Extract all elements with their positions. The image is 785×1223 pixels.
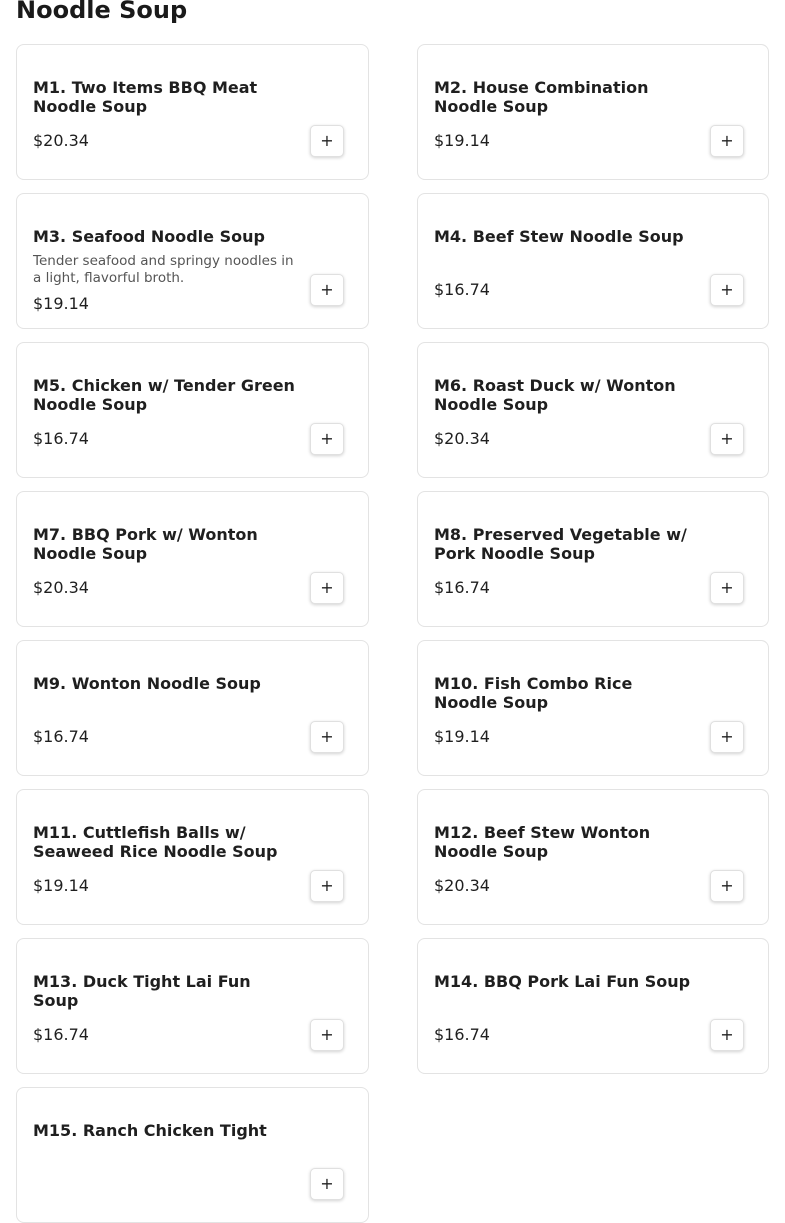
menu-item-price: $16.74 [33, 1025, 89, 1044]
add-to-cart-button[interactable] [310, 572, 344, 604]
add-to-cart-button[interactable] [710, 423, 744, 455]
add-to-cart-button[interactable] [710, 721, 744, 753]
section-title: Noodle Soup [16, 0, 188, 24]
menu-item-card[interactable] [16, 491, 369, 627]
plus-icon: + [720, 429, 734, 448]
plus-icon: + [720, 876, 734, 895]
menu-item-price: $16.74 [434, 280, 490, 299]
menu-item-price: $20.34 [434, 876, 490, 895]
add-to-cart-button[interactable] [710, 870, 744, 902]
plus-icon: + [320, 280, 334, 299]
menu-item-name: M7. BBQ Pork w/ Wonton Noodle Soup [33, 525, 258, 563]
add-to-cart-button[interactable] [710, 1019, 744, 1051]
plus-icon: + [320, 578, 334, 597]
plus-icon: + [720, 1025, 734, 1044]
add-to-cart-button[interactable] [310, 274, 344, 306]
menu-item-name: M11. Cuttlefish Balls w/ Seaweed Rice Noodle Soup [33, 823, 278, 861]
add-to-cart-button[interactable] [710, 572, 744, 604]
plus-icon: + [320, 727, 334, 746]
menu-item-card[interactable] [417, 44, 769, 180]
menu-item-name: M10. Fish Combo Rice Noodle Soup [434, 674, 633, 712]
menu-item-name: M14. BBQ Pork Lai Fun Soup [434, 972, 691, 991]
menu-item-card[interactable] [417, 938, 769, 1074]
menu-item-name: M15. Ranch Chicken Tight [33, 1121, 267, 1140]
add-to-cart-button[interactable] [310, 1168, 344, 1200]
menu-item-price: $20.34 [434, 429, 490, 448]
menu-item-name: M8. Preserved Vegetable w/ Pork Noodle Soup [434, 525, 687, 563]
plus-icon: + [320, 131, 334, 150]
menu-item-card[interactable] [16, 193, 369, 329]
add-to-cart-button[interactable] [310, 423, 344, 455]
menu-item-price: $16.74 [434, 1025, 490, 1044]
menu-item-card[interactable] [16, 640, 369, 776]
add-to-cart-button[interactable] [710, 274, 744, 306]
plus-icon: + [320, 876, 334, 895]
menu-item-price: $19.14 [434, 131, 490, 150]
menu-item-card[interactable] [417, 789, 769, 925]
menu-item-grid [16, 44, 769, 1223]
add-to-cart-button[interactable] [310, 125, 344, 157]
menu-item-name: M4. Beef Stew Noodle Soup [434, 227, 684, 246]
menu-item-name: M2. House Combination Noodle Soup [434, 78, 649, 116]
menu-item-card[interactable] [417, 491, 769, 627]
menu-item-card[interactable] [16, 44, 369, 180]
menu-item-card[interactable] [417, 193, 769, 329]
menu-item-price: $16.74 [33, 727, 89, 746]
add-to-cart-button[interactable] [310, 1019, 344, 1051]
menu-item-name: M9. Wonton Noodle Soup [33, 674, 261, 693]
plus-icon: + [320, 1025, 334, 1044]
add-to-cart-button[interactable] [310, 870, 344, 902]
plus-icon: + [720, 578, 734, 597]
menu-item-card[interactable] [16, 789, 369, 925]
menu-item-price: $19.14 [33, 294, 89, 313]
menu-item-card[interactable] [16, 342, 369, 478]
menu-item-price: $19.14 [434, 727, 490, 746]
plus-icon: + [720, 131, 734, 150]
menu-item-price: $20.34 [33, 131, 89, 150]
menu-item-description: Tender seafood and springy noodles in a light, flavorful broth. [33, 253, 294, 286]
menu-item-name: M1. Two Items BBQ Meat Noodle Soup [33, 78, 258, 116]
menu-item-name: M13. Duck Tight Lai Fun Soup [33, 972, 251, 1010]
plus-icon: + [320, 1174, 334, 1193]
plus-icon: + [320, 429, 334, 448]
menu-item-name: M12. Beef Stew Wonton Noodle Soup [434, 823, 651, 861]
menu-item-card[interactable] [417, 640, 769, 776]
menu-item-price: $16.74 [434, 578, 490, 597]
menu-item-card[interactable] [417, 342, 769, 478]
menu-item-price: $16.74 [33, 429, 89, 448]
plus-icon: + [720, 727, 734, 746]
add-to-cart-button[interactable] [310, 721, 344, 753]
plus-icon: + [720, 280, 734, 299]
menu-item-name: M5. Chicken w/ Tender Green Noodle Soup [33, 376, 295, 414]
menu-item-card[interactable] [16, 1087, 369, 1223]
menu-item-price: $19.14 [33, 876, 89, 895]
menu-item-price: $20.34 [33, 578, 89, 597]
menu-item-card[interactable] [16, 938, 369, 1074]
menu-item-name: M6. Roast Duck w/ Wonton Noodle Soup [434, 376, 676, 414]
add-to-cart-button[interactable] [710, 125, 744, 157]
menu-item-name: M3. Seafood Noodle Soup [33, 227, 265, 246]
